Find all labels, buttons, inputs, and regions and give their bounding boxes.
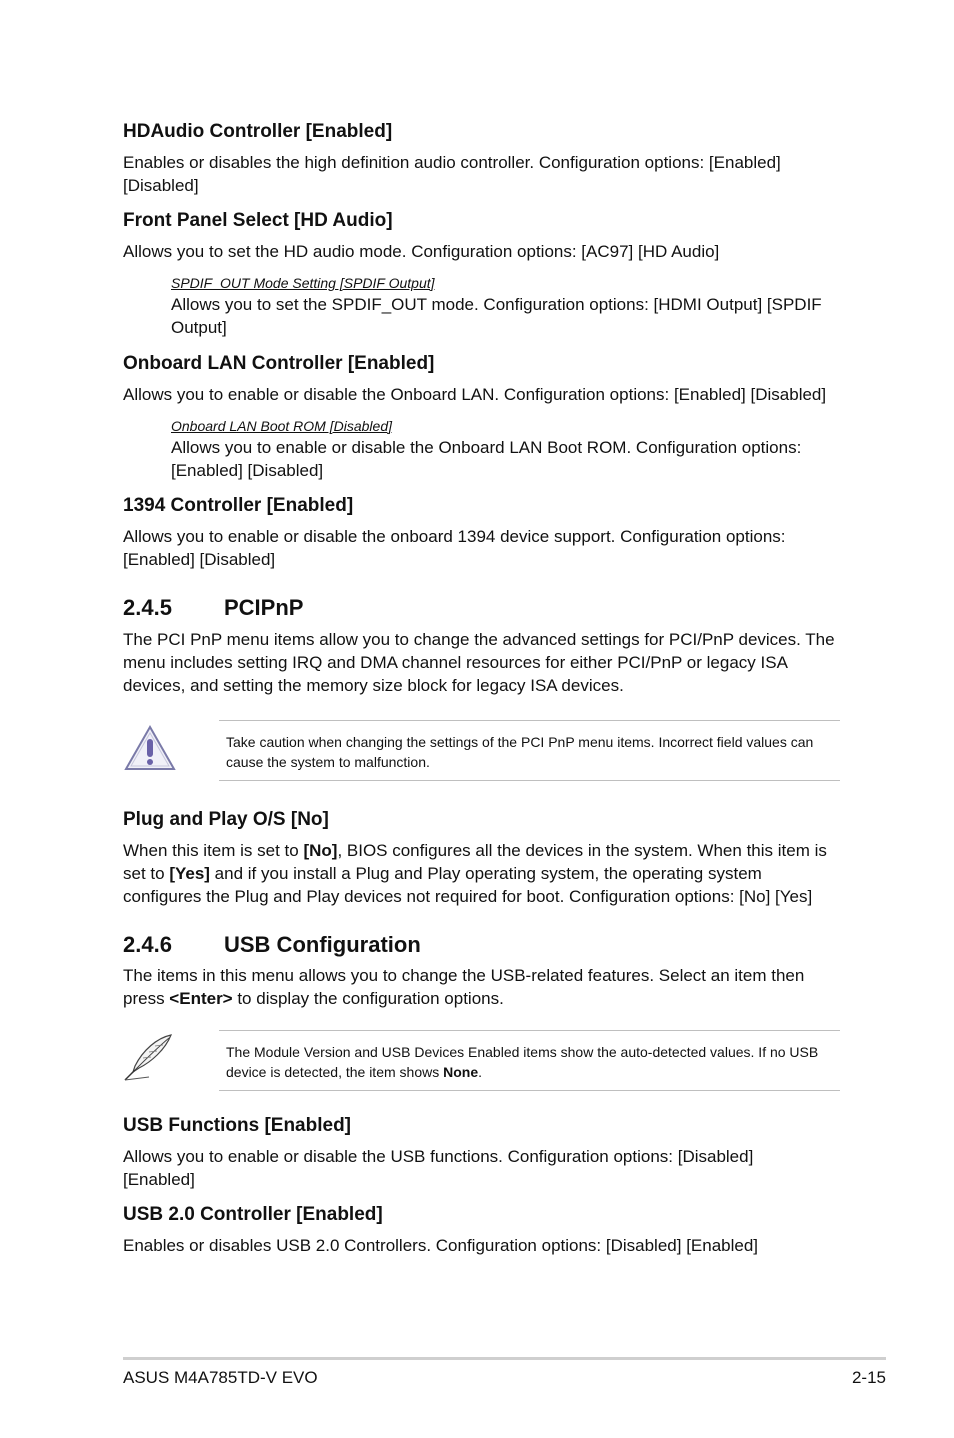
pnp-os-heading: Plug and Play O/S [No] bbox=[123, 809, 329, 830]
pnp-os-description bbox=[123, 839, 843, 908]
spdif-description: Allows you to set the SPDIF_OUT mode. Configuration options: [HDMI Output] [SPDIF Output] bbox=[171, 295, 822, 337]
usb-functions-description: Allows you to enable or disable the USB functions. Configuration options: [Disabled] [Enabled] bbox=[123, 1147, 754, 1189]
pcipnp-description: The PCI PnP menu items allow you to change the advanced settings for PCI/PnP devices. The menu includes setting IRQ and DMA channel resources for either PCI/PnP or legacy ISA devices, and setting the memory size block for legacy ISA devices. bbox=[123, 630, 835, 695]
front-panel-heading: Front Panel Select [HD Audio] bbox=[123, 210, 393, 231]
usb-functions-heading: USB Functions [Enabled] bbox=[123, 1115, 351, 1136]
usb-desc-text-1: The items in this menu allows you to change the USB-related features. Select an item then press bbox=[123, 966, 805, 1008]
spdif-subheading: SPDIF_OUT Mode Setting [SPDIF Output] bbox=[171, 275, 435, 291]
usb2-heading: USB 2.0 Controller [Enabled] bbox=[123, 1204, 383, 1225]
warning-triangle-icon bbox=[123, 723, 177, 773]
1394-description: Allows you to enable or disable the onboard 1394 device support. Configuration options: [Enabled] [Disabled] bbox=[123, 527, 786, 569]
pcipnp-section-title bbox=[123, 595, 303, 621]
footer-page-number: 2-15 bbox=[851, 1368, 886, 1387]
pnp-os-no-value: [No] bbox=[303, 841, 338, 860]
feather-pen-icon bbox=[121, 1032, 177, 1084]
lan-boot-subheading: Onboard LAN Boot ROM [Disabled] bbox=[171, 418, 392, 434]
usb-section-title bbox=[123, 932, 421, 958]
usb2-description: Enables or disables USB 2.0 Controllers. Configuration options: [Disabled] [Enabled] bbox=[123, 1236, 759, 1255]
usb-section-number: 2.4.6 bbox=[123, 932, 172, 957]
usb-desc-text-2: to display the configuration options. bbox=[232, 989, 504, 1008]
pnp-os-text-2: , BIOS configures all the devices in the system. When this item is set to bbox=[123, 841, 827, 883]
caution-text: Take caution when changing the settings of the PCI PnP menu items. Incorrect field values can cause the system to malfunction. bbox=[226, 734, 814, 770]
pnp-os-yes-value: [Yes] bbox=[169, 864, 210, 883]
note-none-value: None bbox=[443, 1064, 479, 1080]
footer-product: ASUS M4A785TD-V EVO bbox=[123, 1368, 318, 1387]
hdaudio-description: Enables or disables the high definition audio controller. Configuration options: [Enabled] [Disabled] bbox=[123, 153, 781, 195]
pcipnp-section-label: PCIPnP bbox=[224, 595, 304, 620]
pnp-os-text-3: and if you install a Plug and Play operating system, the operating system configures the Plug and Play devices not required for boot. Configuration options: [No] [Yes] bbox=[123, 864, 813, 906]
note-box bbox=[219, 1030, 840, 1091]
pnp-os-text-1: When this item is set to bbox=[123, 841, 304, 860]
footer-divider bbox=[123, 1357, 886, 1360]
front-panel-description: Allows you to set the HD audio mode. Configuration options: [AC97] [HD Audio] bbox=[123, 242, 720, 261]
usb-description bbox=[123, 964, 833, 1010]
lan-heading: Onboard LAN Controller [Enabled] bbox=[123, 353, 435, 374]
1394-heading: 1394 Controller [Enabled] bbox=[123, 495, 354, 516]
note-text bbox=[226, 1042, 838, 1082]
lan-description: Allows you to enable or disable the Onboard LAN. Configuration options: [Enabled] [Disabled] bbox=[123, 385, 827, 404]
usb-section-label: USB Configuration bbox=[224, 932, 421, 957]
caution-box bbox=[219, 720, 840, 781]
note-text-1: The Module Version and USB Devices Enabled items show the auto-detected values. If no USB device is detected, the item shows bbox=[226, 1044, 819, 1080]
pcipnp-section-number: 2.4.5 bbox=[123, 595, 172, 620]
hdaudio-heading: HDAudio Controller [Enabled] bbox=[123, 121, 393, 142]
note-text-2: . bbox=[478, 1064, 482, 1080]
usb-enter-key: <Enter> bbox=[169, 989, 233, 1008]
lan-boot-description: Allows you to enable or disable the Onboard LAN Boot ROM. Configuration options: [Enabled] [Disabled] bbox=[171, 438, 802, 480]
